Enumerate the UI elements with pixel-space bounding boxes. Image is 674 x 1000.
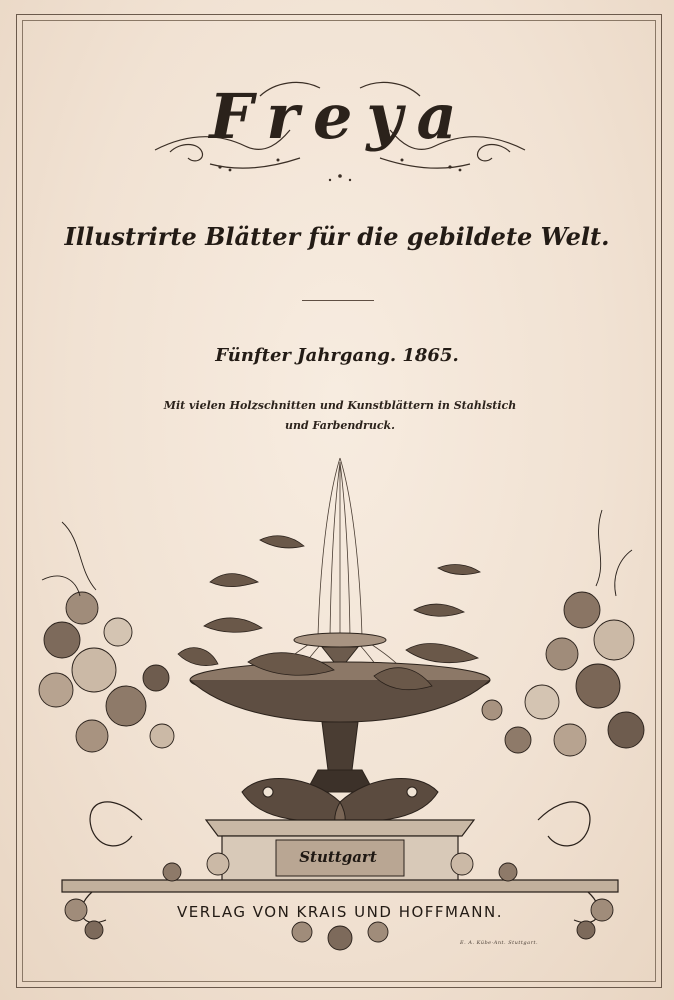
fountain-engraving xyxy=(22,440,654,960)
illustrations-line-2: und Farbendruck. xyxy=(285,419,395,432)
left-flower-bouquet xyxy=(39,522,174,752)
illustrations-note xyxy=(120,396,560,436)
subtitle: Illustrirte Blätter für die gebildete Welt. xyxy=(64,222,610,251)
divider-rule xyxy=(302,300,374,301)
city-plaque: Stuttgart xyxy=(299,848,377,866)
volume-line: Fünfter Jahrgang. 1865. xyxy=(215,345,459,366)
publisher-line: VERLAG VON KRAIS UND HOFFMANN. xyxy=(177,903,503,921)
masthead-title: Freya xyxy=(209,80,471,153)
masthead xyxy=(150,72,530,192)
engraver-imprint: E. A. Kübe·Ant. Stuttgart. xyxy=(460,940,539,946)
illustrations-line-1: Mit vielen Holzschnitten und Kunstblättern in Stahlstich xyxy=(163,399,517,412)
right-fruit-bouquet xyxy=(482,510,644,756)
